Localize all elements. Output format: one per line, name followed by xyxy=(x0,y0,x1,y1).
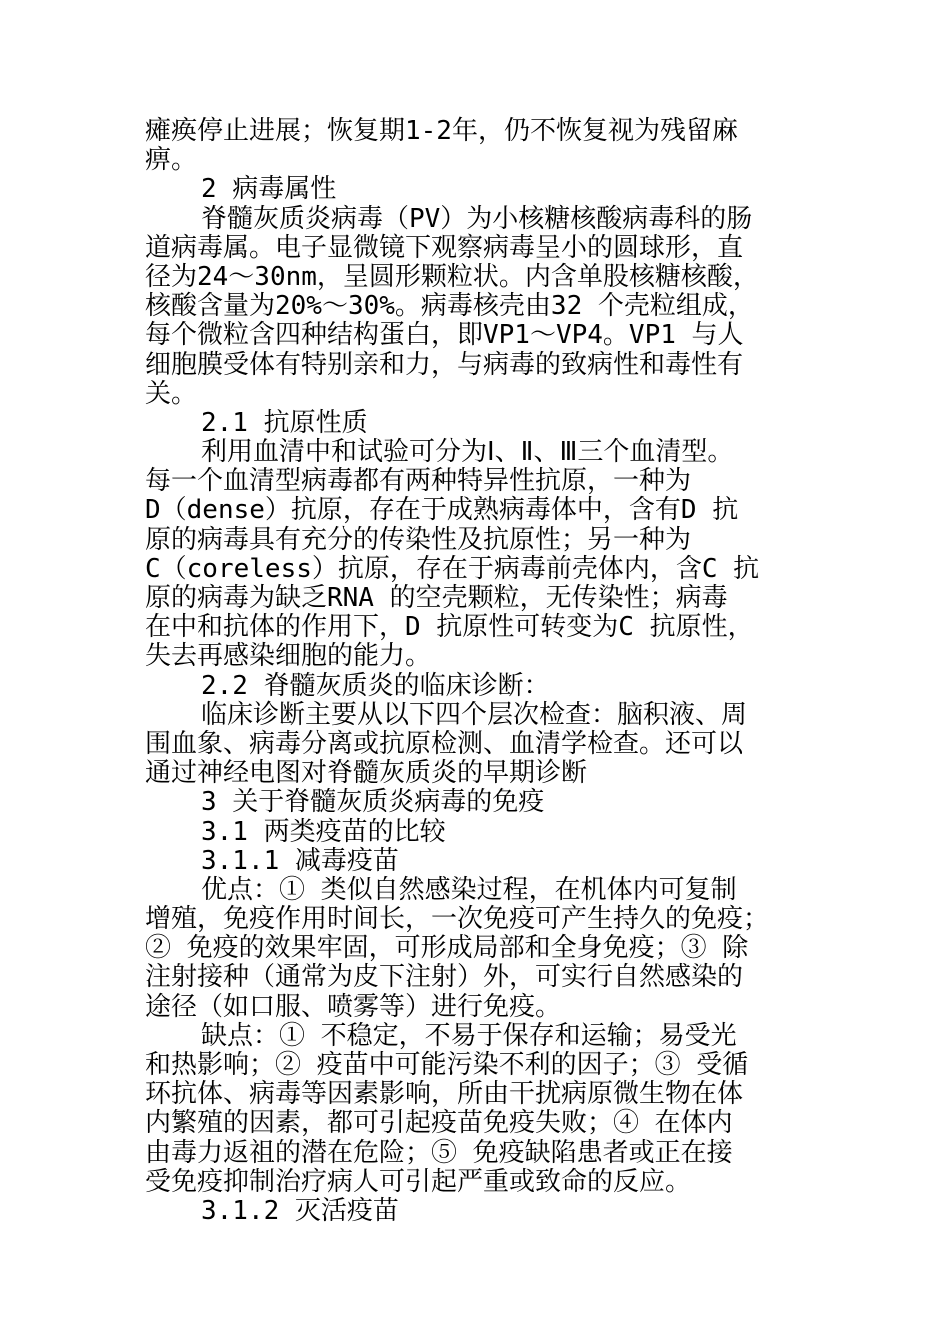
text-line: 脊髓灰质炎病毒（PV）为小核糖核酸病毒科的肠 xyxy=(201,203,753,234)
text-line: 和热影响；② 疫苗中可能污染不利的因子；③ 受循 xyxy=(145,1050,749,1080)
text-line: 2 病毒属性 xyxy=(201,174,337,205)
text-line: 利用血清中和试验可分为Ⅰ、Ⅱ、Ⅲ三个血清型。 xyxy=(201,437,734,468)
text-line: 痹。 xyxy=(145,145,198,176)
text-line: 在中和抗体的作用下，D 抗原性可转变为C 抗原性， xyxy=(145,612,754,643)
text-line: 原的病毒具有充分的传染性及抗原性；另一种为 xyxy=(145,524,692,555)
text-line: 3.1.1 减毒疫苗 xyxy=(201,845,399,876)
text-line: 优点：① 类似自然感染过程，在机体内可复制 xyxy=(201,874,737,905)
text-line: 3.1 两类疫苗的比较 xyxy=(201,816,446,847)
document-body xyxy=(145,117,835,1226)
text-line: 增殖，免疫作用时间长，一次免疫可产生持久的免疫； xyxy=(145,904,770,935)
text-line: 每一个血清型病毒都有两种特异性抗原，一种为 xyxy=(145,466,692,497)
text-line: 临床诊断主要从以下四个层次检查：脑积液、周 xyxy=(201,699,748,730)
text-line: 原的病毒为缺乏RNA 的空壳颗粒，无传染性；病毒 xyxy=(145,583,728,613)
text-line: 2.1 抗原性质 xyxy=(201,407,368,438)
text-line: 道病毒属。电子显微镜下观察病毒呈小的圆球形，直 xyxy=(145,232,744,263)
text-line: 核酸含量为20%～30%。病毒核壳由32 个壳粒组成， xyxy=(145,291,754,322)
text-line: 注射接种（通常为皮下注射）外，可实行自然感染的 xyxy=(145,962,744,993)
text-line: 缺点：① 不稳定，不易于保存和运输；易受光 xyxy=(201,1020,737,1051)
text-line: D（dense）抗原，存在于成熟病毒体中，含有D 抗 xyxy=(145,495,739,526)
text-line: 关。 xyxy=(145,378,198,409)
text-line: 瘫痪停止进展；恢复期1-2年，仍不恢复视为残留麻 xyxy=(145,116,738,146)
text-line: 细胞膜受体有特别亲和力，与病毒的致病性和毒性有 xyxy=(145,349,744,380)
text-line: 由毒力返祖的潜在危险；⑤ 免疫缺陷患者或正在接 xyxy=(145,1137,733,1168)
text-line: ② 免疫的效果牢固，可形成局部和全身免疫；③ 除 xyxy=(145,933,749,964)
text-line: 径为24～30nm，呈圆形颗粒状。内含单股核糖核酸， xyxy=(145,261,759,292)
text-line: 失去再感染细胞的能力。 xyxy=(145,641,432,672)
text-line: 3 关于脊髓灰质炎病毒的免疫 xyxy=(201,787,545,818)
text-line: 环抗体、病毒等因素影响，所由干扰病原微生物在体 xyxy=(145,1079,744,1110)
text-line: 2.2 脊髓灰质炎的临床诊断： xyxy=(201,670,550,701)
text-line: 每个微粒含四种结构蛋白，即VP1～VP4。VP1 与人 xyxy=(145,320,744,351)
text-line: 通过神经电图对脊髓灰质炎的早期诊断 xyxy=(145,758,588,789)
text-line: 受免疫抑制治疗病人可引起严重或致命的反应。 xyxy=(145,1166,692,1197)
text-line: 3.1.2 灭活疫苗 xyxy=(201,1195,399,1226)
text-line: C（coreless）抗原，存在于病毒前壳体内，含C 抗 xyxy=(145,553,760,584)
text-line: 围血象、病毒分离或抗原检测、血清学检查。还可以 xyxy=(145,728,744,759)
text-line: 途径（如口服、喷雾等）进行免疫。 xyxy=(145,991,562,1022)
text-line: 内繁殖的因素，都可引起疫苗免疫失败；④ 在体内 xyxy=(145,1108,733,1139)
